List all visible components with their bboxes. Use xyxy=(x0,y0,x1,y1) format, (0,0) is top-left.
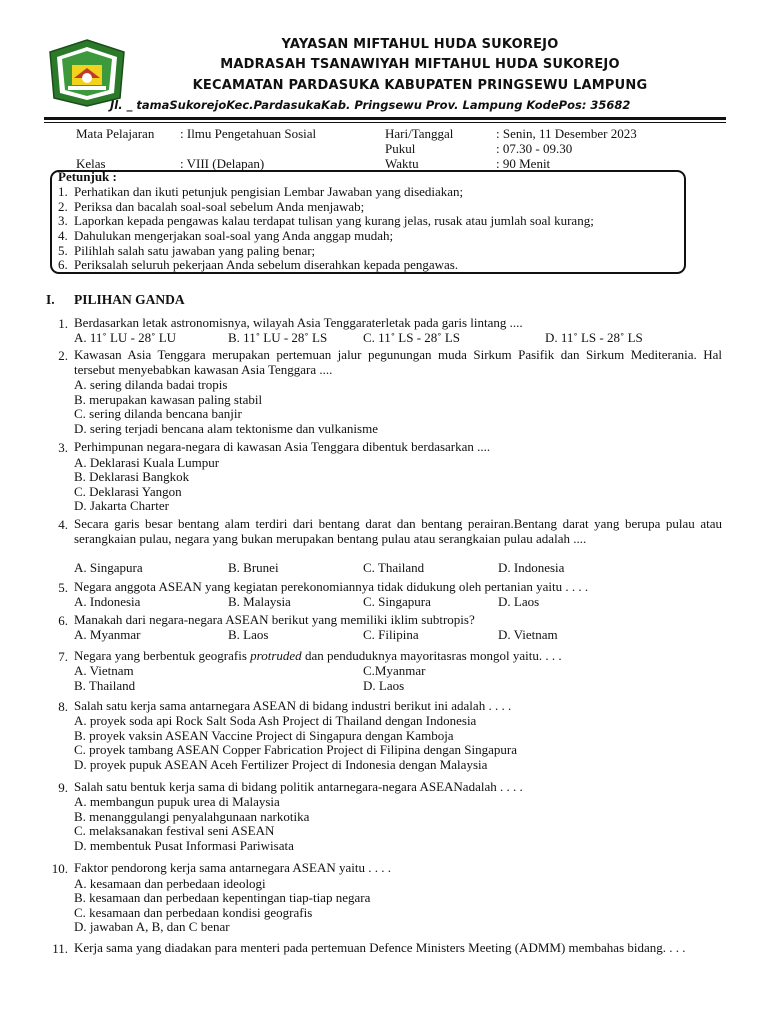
class-value: : VIII (Delapan) xyxy=(180,156,265,171)
question-number: 7. xyxy=(58,649,68,664)
question-text: Kerja sama yang diadakan para menteri pada pertemuan Defence Ministers Meeting (ADMM) membahas bidang. . . . xyxy=(74,940,686,955)
answer-option: C. proyek tambang ASEAN Copper Fabrication Project di Filipina dengan Singapura xyxy=(74,742,518,757)
question-text: Salah satu kerja sama antarnegara ASEAN di bidang industri berikut ini adalah . . . . xyxy=(74,698,512,713)
answer-option: C. Filipina xyxy=(363,627,419,642)
answer-option: A. Deklarasi Kuala Lumpur xyxy=(74,455,220,470)
subject-value: : Ilmu Pengetahuan Sosial xyxy=(180,126,317,141)
answer-option: B. proyek vaksin ASEAN Vaccine Project di Singapura dengan Kamboja xyxy=(74,728,454,743)
answer-option: C. 11˚ LS - 28˚ LS xyxy=(363,330,461,345)
answer-option: A. kesamaan dan perbedaan ideologi xyxy=(74,876,266,891)
answer-option: B. merupakan kawasan paling stabil xyxy=(74,392,263,407)
question-text: Kawasan Asia Tenggara merupakan pertemuan jalur pegunungan muda Sirkum Pasifik dan Sirkum Mediterania. Hal tersebut menyebabkan kawasan Asia Tenggara .... xyxy=(74,347,722,377)
answer-option: B. Thailand xyxy=(74,678,136,693)
answer-option: B. Laos xyxy=(228,627,269,642)
answer-option: D. membentuk Pusat Informasi Pariwisata xyxy=(74,838,294,853)
date-value: : Senin, 11 Desember 2023 xyxy=(496,126,637,141)
question-number: 11. xyxy=(52,941,68,956)
question-number: 4. xyxy=(58,517,68,532)
school-name: MADRASAH TSANAWIYAH MIFTAHUL HUDA SUKOREJO xyxy=(220,57,620,72)
answer-option: A. Myanmar xyxy=(74,627,141,642)
question-number: 8. xyxy=(58,699,68,714)
answer-option: B. Malaysia xyxy=(228,594,291,609)
answer-option: C. Thailand xyxy=(363,560,425,575)
answer-option: D. proyek pupuk ASEAN Aceh Fertilizer Project di Indonesia dengan Malaysia xyxy=(74,757,488,772)
question-text: Faktor pendorong kerja sama antarnegara ASEAN yaitu . . . . xyxy=(74,860,391,875)
instruction-item: 4. Dahulukan mengerjakan soal-soal yang Anda anggap mudah; xyxy=(58,228,394,243)
question-number: 9. xyxy=(58,780,68,795)
answer-option: D. Indonesia xyxy=(498,560,565,575)
answer-option: C. sering dilanda bencana banjir xyxy=(74,406,242,421)
answer-option: B. Brunei xyxy=(228,560,279,575)
question-number: 10. xyxy=(51,861,68,876)
answer-option: B. kesamaan dan perbedaan kepentingan tiap-tiap negara xyxy=(74,890,371,905)
header-divider-thick xyxy=(44,117,726,120)
time-value: : 07.30 - 09.30 xyxy=(496,141,573,156)
header-divider-thin xyxy=(44,122,726,123)
answer-option: A. Singapura xyxy=(74,560,143,575)
question-text: Berdasarkan letak astronomisnya, wilayah Asia Tenggaraterletak pada garis lintang .... xyxy=(74,315,523,330)
answer-option: B. menanggulangi penyalahgunaan narkotika xyxy=(74,809,310,824)
answer-option: D. Vietnam xyxy=(498,627,558,642)
district-name: KECAMATAN PARDASUKA KABUPATEN PRINGSEWU LAMPUNG xyxy=(192,78,648,93)
school-address: Jl. _ tamaSukorejoKec.PardasukaKab. Pringsewu Prov. Lampung KodePos: 35682 xyxy=(110,98,631,112)
question-text: Salah satu bentuk kerja sama di bidang politik antarnegara-negara ASEANadalah . . . . xyxy=(74,779,523,794)
answer-option: D. Jakarta Charter xyxy=(74,498,169,513)
instruction-item: 5. Pilihlah salah satu jawaban yang paling benar; xyxy=(58,243,316,258)
instruction-item: 3. Laporkan kepada pengawas kalau terdapat tulisan yang kurang jelas, rusak atau jumlah soal kurang; xyxy=(58,213,594,228)
subject-label: Mata Pelajaran xyxy=(76,126,155,141)
answer-option: A. sering dilanda badai tropis xyxy=(74,377,228,392)
duration-value: : 90 Menit xyxy=(496,156,551,171)
date-label: Hari/Tanggal xyxy=(385,126,454,141)
instructions-title: Petunjuk : xyxy=(58,169,117,184)
answer-option: D. sering terjadi bencana alam tektonisme dan vulkanisme xyxy=(74,421,378,436)
question-text: Negara anggota ASEAN yang kegiatan perekonomiannya tidak didukung oleh pertanian yaitu . . . . xyxy=(74,579,589,594)
question-number: 1. xyxy=(58,316,68,331)
answer-option: D. jawaban A, B, dan C benar xyxy=(74,919,230,934)
question-text: Secara garis besar bentang alam terdiri dari bentang darat dan bentang perairan.Bentang darat yang berupa pulau atau serangkaian pulau, negara yang bukan merupakan bentang pulau atau serangkaian pulau adalah .... xyxy=(74,516,722,546)
answer-option: C. melaksanakan festival seni ASEAN xyxy=(74,823,275,838)
answer-option: A. proyek soda api Rock Salt Soda Ash Project di Thailand dengan Indonesia xyxy=(74,713,477,728)
answer-option: B. Deklarasi Bangkok xyxy=(74,469,190,484)
foundation-name: YAYASAN MIFTAHUL HUDA SUKOREJO xyxy=(281,37,559,52)
answer-option: D. Laos xyxy=(498,594,540,609)
question-number: 6. xyxy=(58,613,68,628)
answer-option: A. 11˚ LU - 28˚ LU xyxy=(74,330,177,345)
question-text: Perhimpunan negara-negara di kawasan Asia Tenggara dibentuk berdasarkan .... xyxy=(74,439,491,454)
answer-option: A. membangun pupuk urea di Malaysia xyxy=(74,794,280,809)
question-text: Negara yang berbentuk geografis protruded dan penduduknya mayoritasras mongol yaitu. . . . xyxy=(74,648,562,663)
time-label: Pukul xyxy=(385,141,416,156)
answer-option: D. Laos xyxy=(363,678,405,693)
answer-option: C. Deklarasi Yangon xyxy=(74,484,182,499)
answer-option: C.Myanmar xyxy=(363,663,426,678)
section-heading: I. PILIHAN GANDA xyxy=(46,292,185,307)
answer-option: A. Vietnam xyxy=(74,663,134,678)
question-number: 3. xyxy=(58,440,68,455)
instruction-item: 6. Periksalah seluruh pekerjaan Anda sebelum diserahkan kepada pengawas. xyxy=(58,257,459,272)
answer-option: B. 11˚ LU - 28˚ LS xyxy=(228,330,328,345)
question-number: 2. xyxy=(58,348,68,363)
duration-label: Waktu xyxy=(385,156,419,171)
answer-option: C. kesamaan dan perbedaan kondisi geografis xyxy=(74,905,313,920)
class-label: Kelas xyxy=(76,156,106,171)
question-text: Manakah dari negara-negara ASEAN berikut yang memiliki iklim subtropis? xyxy=(74,612,475,627)
answer-option: A. Indonesia xyxy=(74,594,141,609)
answer-option: D. 11˚ LS - 28˚ LS xyxy=(545,330,643,345)
instruction-item: 2. Periksa dan bacalah soal-soal sebelum Anda menjawab; xyxy=(58,199,365,214)
question-number: 5. xyxy=(58,580,68,595)
instruction-item: 1. Perhatikan dan ikuti petunjuk pengisian Lembar Jawaban yang disediakan; xyxy=(58,184,464,199)
answer-option: C. Singapura xyxy=(363,594,431,609)
